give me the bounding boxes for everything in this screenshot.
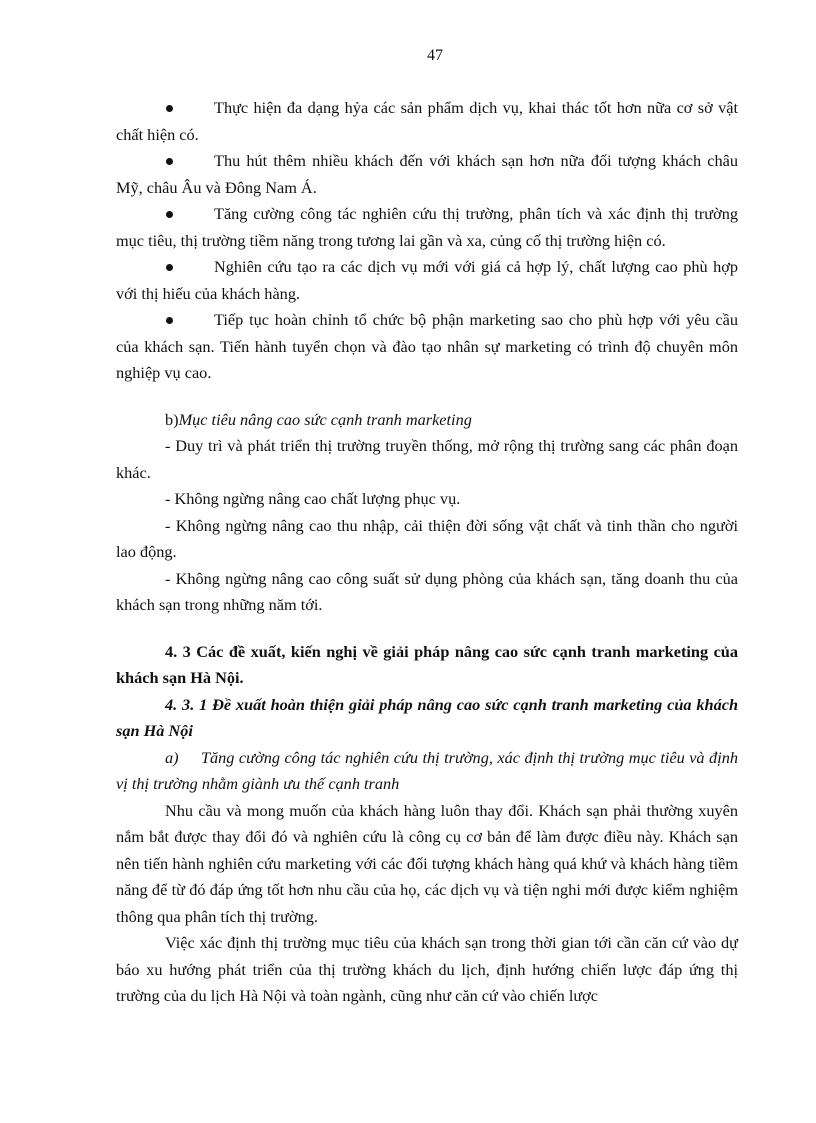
bullet-item <box>116 307 738 387</box>
bullet-text: Thực hiện đa dạng hỷa các sản phẩm dịch vụ, khai thác tốt hơn nữa cơ sở vật chất hiện có. <box>116 98 738 144</box>
bullet-icon <box>166 317 173 324</box>
subsection-b-title: Mục tiêu nâng cao sức cạnh tranh marketing <box>178 409 472 429</box>
bullet-icon <box>166 105 173 112</box>
bullet-text: Nghiên cứu tạo ra các dịch vụ mới với giá cả hợp lý, chất lượng cao phù hợp với thị hiếu của khách hàng. <box>116 257 738 303</box>
list-item: - Không ngừng nâng cao thu nhập, cải thiện đời sống vật chất và tinh thần cho người lao động. <box>116 515 738 561</box>
list-item: - Duy trì và phát triển thị trường truyền thống, mở rộng thị trường sang các phân đoạn khác. <box>116 436 738 482</box>
list-item: - Không ngừng nâng cao chất lượng phục vụ. <box>165 489 461 508</box>
bullet-text: Tiếp tục hoàn chỉnh tổ chức bộ phận marketing sao cho phù hợp với yêu cầu của khách sạn. Tiến hành tuyển chọn và đào tạo nhân sự marketing có trình độ chuyên môn nghiệp vụ cao. <box>116 310 738 382</box>
bullet-icon <box>166 211 173 218</box>
subsection-b-heading <box>116 407 738 434</box>
list-item: - Không ngừng nâng cao công suất sử dụng phòng của khách sạn, tăng doanh thu của khách sạn trong những năm tới. <box>116 568 738 614</box>
subsection-a-heading <box>116 745 738 798</box>
subsection-a-title: Tăng cường công tác nghiên cứu thị trường, xác định thị trường mục tiêu và định vị thị trường nhằm giành ưu thế cạnh tranh <box>116 747 738 793</box>
section-heading-4-3-1: 4. 3. 1 Đề xuất hoàn thiện giải pháp nâng cao sức cạnh tranh marketing của khách sạn Hà Nội <box>116 694 738 740</box>
bullet-text: Thu hút thêm nhiều khách đến với khách sạn hơn nữa đối tượng khách châu Mỹ, châu Âu và Đông Nam Á. <box>116 151 738 197</box>
subsection-b-prefix: b) <box>165 409 179 429</box>
body-paragraph: Việc xác định thị trường mục tiêu của khách sạn trong thời gian tới cần căn cứ vào dự báo xu hướng phát triển của thị trường khách du lịch, định hướng chiến lược đáp ứng thị trường của du lịch Hà Nội và toàn ngành, cũng như căn cứ vào chiến lược <box>116 933 738 1005</box>
bullet-item <box>116 95 738 148</box>
body-paragraph: Nhu cầu và mong muốn của khách hàng luôn thay đổi. Khách sạn phải thường xuyên nắm bắt được thay đổi đó và nghiên cứu là công cụ cơ bản để làm được điều này. Khách sạn nên tiến hành nghiên cứu marketing với các đối tượng khách hàng quá khứ và khách hàng tiềm năng để từ đó đáp ứng tốt hơn nhu cầu của họ, các dịch vụ và tiện nghi mới được kiểm nghiệm thông qua phân tích thị trường. <box>116 800 738 926</box>
bullet-item <box>116 254 738 307</box>
document-body <box>116 95 738 1010</box>
bullet-item <box>116 201 738 254</box>
section-heading-4-3: 4. 3 Các đề xuất, kiến nghị về giải pháp nâng cao sức cạnh tranh marketing của khách sạn Hà Nội. <box>116 641 738 687</box>
subsection-a-prefix: a) <box>165 747 179 767</box>
bullet-icon <box>166 264 173 271</box>
bullet-text: Tăng cường công tác nghiên cứu thị trường, phân tích và xác định thị trường mục tiêu, thị trường tiềm năng trong tương lai gần và xa, củng cố thị trường hiện có. <box>116 204 738 250</box>
bullet-icon <box>166 158 173 165</box>
page-number: 47 <box>427 47 443 64</box>
bullet-item <box>116 148 738 201</box>
